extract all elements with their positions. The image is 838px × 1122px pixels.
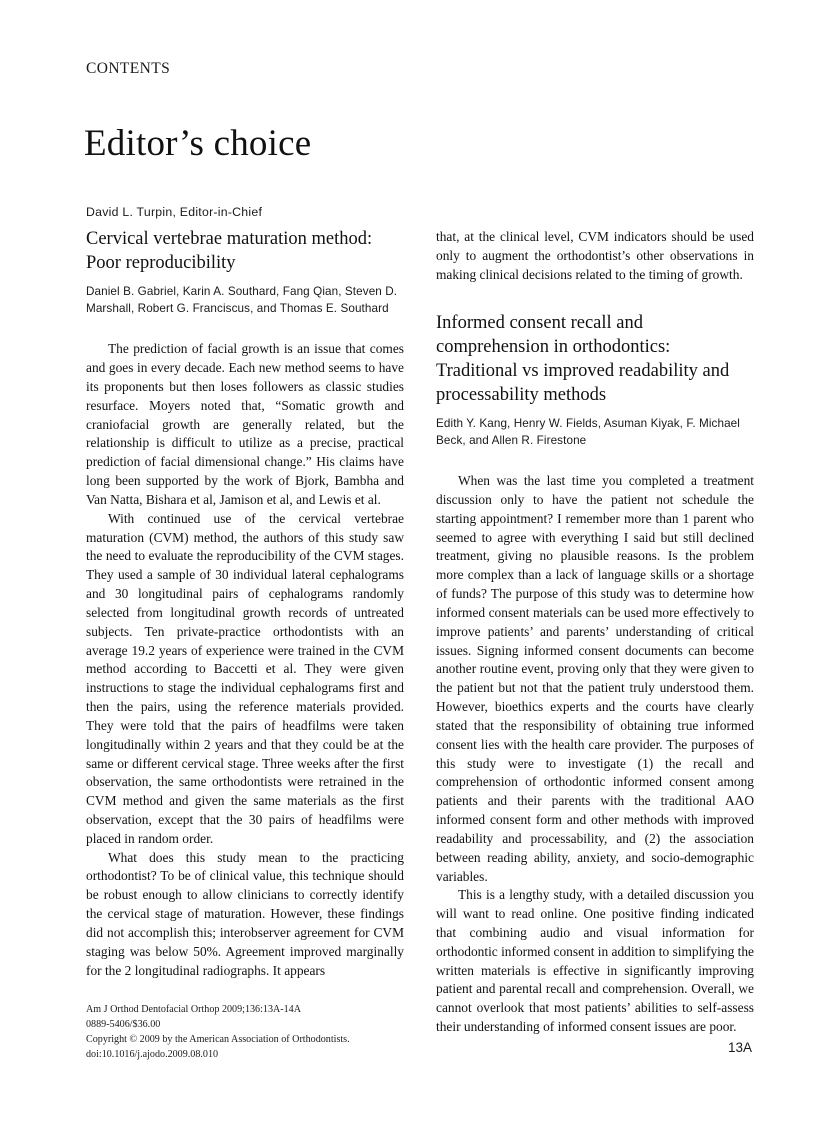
column-right: [436, 228, 754, 1037]
article-title-informed-consent: Informed consent recall and comprehension in orthodontics: Traditional vs improved readability and processability methods: [436, 313, 730, 405]
paragraph: With continued use of the cervical vertebrae maturation (CVM) method, the authors of this study saw the need to evaluate the reproducibility of the CVM stages. They used a sample of 30 individual lateral cephalograms and 30 longitudinal pairs of cephalograms randomly selected from longitudinal growth records of untreated subjects. Ten private-practice orthodontists with an average 19.2 years of experience were trained in the CVM method according to Baccetti et al. They were given instructions to stage the individual cephalograms first and then the pairs, using the reference materials provided. They were told that the pairs of headfilms were taken longitudinally within 2 years and that they could be at the same or different cervical stage. Three weeks after the first observation, the same orthodontists were retrained in the CVM method and given the same materials as the first observation, except that the 30 pairs of headfilms were placed in random order.: [86, 510, 404, 846]
column-left: [86, 228, 404, 980]
footnote-doi: doi:10.1016/j.ajodo.2009.08.010: [86, 1048, 219, 1060]
footnote-copyright: Copyright © 2009 by the American Association of Orthodontists.: [86, 1033, 350, 1045]
editor-byline: David L. Turpin, Editor-in-Chief: [86, 205, 263, 219]
paragraph: that, at the clinical level, CVM indicators should be used only to augment the orthodontist’s other observations in making clinical decisions related to the timing of growth.: [436, 229, 754, 282]
footnote-issn: 0889-5406/$36.00: [86, 1018, 161, 1030]
spacer: [436, 462, 754, 472]
footnote-block: [86, 1003, 416, 1063]
paragraph: When was the last time you completed a treatment discussion only to have the patient not schedule the starting appointment? I remember more than 1 parent who seemed to agree with everything I said but still declined treatment, giving no plausible reasons. Is the problem more complex than a lack of language skills or a shortage of funds? The purpose of this study was to determine how informed consent materials can be used more effectively to improve patients’ and parents’ understanding of critical issues. Signing informed consent documents can become another routine event, proving only that they were given to the patient but not that the patient truly understood them. However, bioethics experts and the courts have clearly stated that the responsibility of obtaining true informed consent lies with the health care provider. The purposes of this study were to investigate (1) the recall and comprehension of orthodontic informed consent among patients and their parents with the traditional AAO informed consent form and other methods with improved readability and processability, and (2) the association between reading ability, anxiety, and socio-demographic variables.: [436, 473, 754, 884]
footnote-citation: Am J Orthod Dentofacial Orthop 2009;136:13A-14A: [86, 1004, 302, 1015]
page-title: Editor’s choice: [84, 123, 312, 164]
article-title-cvm: Cervical vertebrae maturation method: Poor reproducibility: [86, 229, 373, 273]
article-authors-informed-consent: Edith Y. Kang, Henry W. Fields, Asuman Kiyak, F. Michael Beck, and Allen R. Firestone: [436, 417, 740, 448]
paragraph: What does this study mean to the practicing orthodontist? To be of clinical value, this technique should be robust enough to allow clinicians to correctly identify the cervical stage of maturation. However, these findings did not accomplish this; interobserver agreement for CVM staging was below 50%. Agreement improved marginally for the 2 longitudinal radiographs. It appears: [86, 849, 404, 978]
spacer: [436, 284, 754, 312]
paragraph: This is a lengthy study, with a detailed discussion you will want to read online. One positive finding indicated that combining audio and visual information for orthodontic informed consent in addition to simplifying the written materials is effective in significantly improving patient and parental recall and comprehension. Overall, we cannot overlook that most patients’ abilities to self-assess their understanding of informed consent issues are poor.: [436, 887, 754, 1035]
page-number: 13A: [727, 1040, 752, 1055]
spacer: [86, 330, 404, 340]
article-authors-cvm: Daniel B. Gabriel, Karin A. Southard, Fang Qian, Steven D. Marshall, Robert G. Franciscus, and Thomas E. Southard: [86, 285, 398, 316]
paragraph: The prediction of facial growth is an issue that comes and goes in every decade. Each new method seems to have its proponents but then loses followers as classic studies resurface. Moyers noted that, “Somatic growth and craniofacial growth are generally related, but the relationship is difficult to utilize as a precise, practical prediction of facial dimensional change.” His claims have long been supported by the work of Bjork, Bambha and Van Natta, Bishara et al, Jamison et al, and Lewis et al.: [86, 341, 404, 507]
contents-label: CONTENTS: [86, 60, 171, 77]
